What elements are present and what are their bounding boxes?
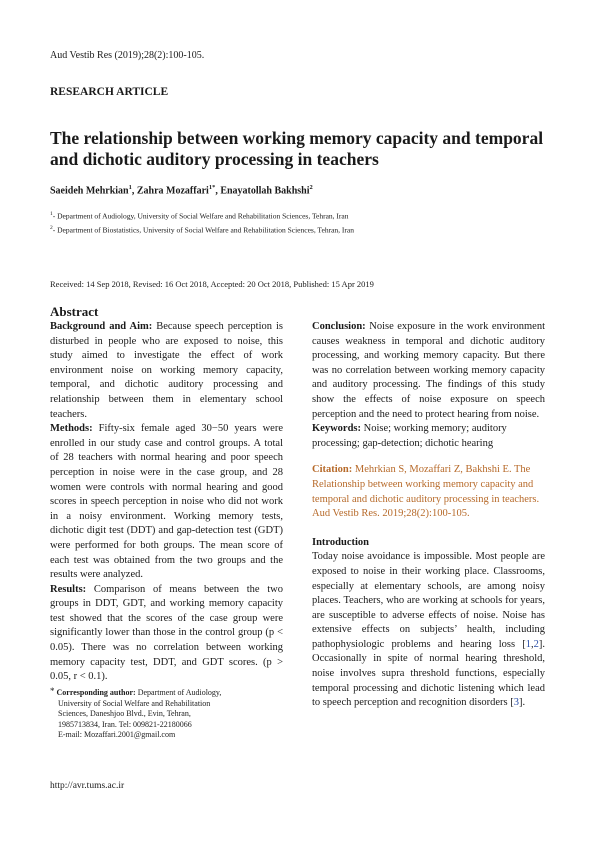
citation-text: Mehrkian S, Mozaffari Z, Bakhshi E. The Relationship between working memory capacity and temporal and dichotic auditory processing in teachers. Aud Vestib Res. 2019;28(2):100-105. — [312, 464, 540, 520]
results-label: Results: — [50, 583, 87, 595]
author-affiliation-marker: 2 — [309, 184, 313, 191]
conclusion-label: Conclusion: — [312, 321, 366, 332]
reference-separator: , — [531, 638, 534, 650]
reference-link-1[interactable]: 1 — [525, 638, 531, 650]
methods-text: Fifty-six female aged 30−50 years were enrolled in our study case and control groups. A total of 28 teachers with normal hearing and poor speech perception in noise were in the case group, and 28 women were controls with normal hearing and good scores in speech perception in noise who did not work in a noisy environment. Working memory tests, dichotic digit test (DDT) and gap-detection test (GDT) were performed for both groups. The mean score of each test was obtained from the two groups and the results were analyzed. — [50, 423, 283, 581]
keywords-text: Noise; working memory; auditory processing; gap-detection; dichotic hearing — [312, 423, 507, 449]
corresponding-line: 1985713834, Iran. Tel: 009821-22180066 — [58, 719, 192, 729]
author-affiliation-marker: 1* — [208, 184, 216, 191]
author-affiliation-marker: 1 — [128, 184, 132, 191]
author-name: Enayatollah Bakhshi — [220, 185, 310, 197]
left-column — [50, 320, 283, 685]
right-column — [312, 320, 545, 711]
author-name: Saeideh Mehrkian — [50, 185, 129, 197]
section-tag: RESEARCH ARTICLE — [50, 86, 169, 98]
corresponding-line: University of Social Welfare and Rehabilitation — [58, 698, 211, 708]
affiliation-marker: 1 — [50, 211, 53, 217]
author-list: Saeideh Mehrkian$^1$, Zahra Mozaffari$^{1*}$, Enayatollah Bakhshi$^2$ — [50, 184, 313, 197]
abstract-methods — [50, 422, 283, 583]
abstract-conclusion — [312, 320, 545, 422]
abstract-keywords — [312, 422, 545, 451]
intro-text-part: ]. — [519, 697, 526, 709]
affiliation-1 — [50, 211, 348, 221]
results-text: Comparison of means between the two groups in DDT, GDT, and working memory capacity test showed that the scores of the case group were significantly lower than those in the control group (p < 0.05). There was no correlation between working memory capacity test, DDT, and GDT scores. (p > 0.05, r < 0.1). — [50, 583, 283, 683]
intro-text-part: Today noise avoidance is impossible. Most people are exposed to noise in their working place. Classrooms, especially at elementary schools, are among noisy places. Teachers, who are working at schools for years, are susceptible to adverse effects of noise. Noise has extensive effects on subjects’ health, including pathophysiologic problems and hearing loss [ — [312, 551, 545, 650]
reference-link-3[interactable]: 3 — [513, 697, 520, 709]
corresponding-email[interactable]: E-mail: Mozaffari.2001@gmail.com — [58, 730, 176, 740]
reference-link-2[interactable]: 2 — [533, 638, 539, 650]
background-text: Because speech perception is disturbed in people who are exposed to noise, this study aimed to investigate the effect of work environment noise on working memory capacity, temporal, and dichotic auditory processing and relationship between them in elementary school teachers. — [50, 321, 283, 420]
affiliation-text: - Department of Audiology, University of Social Welfare and Rehabilitation Sciences, Tehran, Iran — [52, 211, 349, 221]
abstract-heading: Abstract — [50, 304, 99, 319]
corresponding-author-note — [50, 688, 282, 741]
footnote-star: * — [50, 686, 55, 696]
methods-label: Methods: — [50, 423, 93, 435]
article-title: The relationship between working memory capacity and temporal and dichotic auditory processing in teachers — [50, 128, 544, 169]
intro-text-part: ]. Occasionally in spite of normal hearing threshold, noise involves supra threshold functions, especially temporal processing and dichotic listening which lead to speech perception and recognition disorders [ — [312, 638, 545, 709]
corresponding-label: Corresponding author: — [56, 688, 136, 697]
introduction-heading: Introduction — [312, 536, 369, 548]
background-label: Background and Aim: — [50, 321, 153, 332]
footer-url[interactable]: http://avr.tums.ac.ir — [50, 781, 125, 791]
journal-citation: Aud Vestib Res (2019);28(2):100-105. — [50, 50, 205, 61]
abstract-background — [50, 320, 283, 422]
publication-dates: Received: 14 Sep 2018, Revised: 16 Oct 2018, Accepted: 20 Oct 2018, Published: 15 Apr 2019 — [50, 279, 374, 289]
citation-label: Citation: — [312, 464, 353, 476]
abstract-results — [50, 583, 283, 685]
affiliation-marker: 2 — [50, 225, 53, 231]
citation-block — [312, 463, 545, 521]
introduction-text — [312, 550, 545, 711]
keywords-label: Keywords: — [312, 423, 361, 435]
conclusion-text: Noise exposure in the work environment causes weakness in temporal and dichotic auditory processing, and working memory capacity. But there was no correlation between working memory capacity and auditory processing. The findings of this study show the effects of noise exposure on speech perception and the need to protect hearing from noise. — [312, 321, 545, 420]
affiliation-text: - Department of Biostatistics, University of Social Welfare and Rehabilitation Sciences, Tehran, Iran — [52, 225, 354, 235]
affiliation-2 — [50, 225, 354, 235]
corresponding-line: Sciences, Daneshjoo Blvd., Evin, Tehran, — [58, 709, 191, 719]
author-name: Zahra Mozaffari — [136, 185, 209, 197]
corresponding-line: Department of Audiology, — [135, 688, 222, 697]
